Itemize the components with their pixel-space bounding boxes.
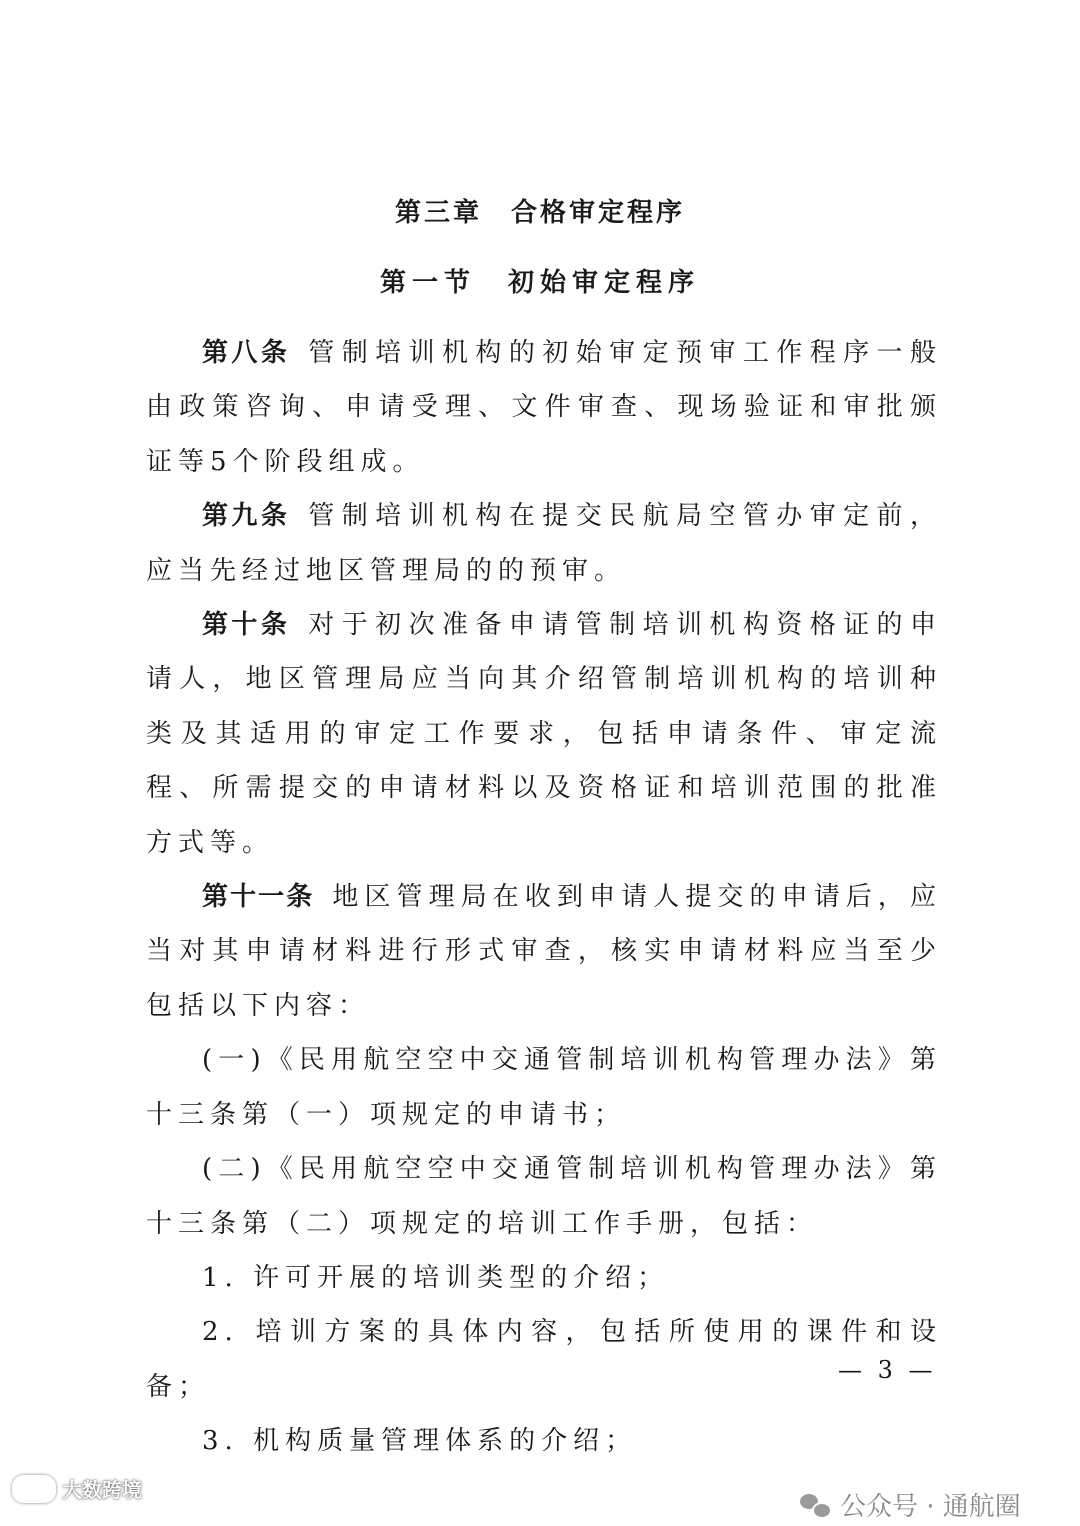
watermark-left-text: 大数跨境 (62, 1478, 142, 1502)
list-item: (一)《民用航空空中交通管制培训机构管理办法》第十三条第（一）项规定的申请书； (146, 1045, 942, 1130)
article-text: 地区管理局在收到申请人提交的申请后，应当对其申请材料进行形式审查，核实申请材料应当至少包括以下内容： (146, 882, 942, 1021)
watermark-right-text: 公众号 · 通航圈 (840, 1492, 1021, 1522)
section-title: 第一节 初始审定程序 (379, 268, 700, 298)
article-text: 管制培训机构在提交民航局空管办审定前，应当先经过地区管理局的的预审。 (146, 501, 942, 586)
article-11 (146, 870, 942, 1033)
watermark-right (800, 1486, 1021, 1523)
article-9 (146, 489, 942, 598)
article-number: 第十条 (202, 610, 291, 641)
article-10 (146, 598, 942, 870)
watermark-left (12, 1474, 142, 1503)
article-text: 对于初次准备申请管制培训机构资格证的申请人，地区管理局应当向其介绍管制培训机构的培训种类及其适用的审定工作要求，包括申请条件、审定流程、所需提交的申请材料以及资格证和培训范围的批准方式等。 (146, 610, 942, 858)
list-item: (二)《民用航空空中交通管制培训机构管理办法》第十三条第（二）项规定的培训工作手册，包括： (146, 1154, 942, 1239)
wechat-icon (800, 1492, 830, 1518)
article-number: 第九条 (202, 501, 291, 532)
chapter-title: 第三章 合格审定程序 (394, 198, 685, 228)
article-text: 管制培训机构的初始审定预审工作程序一般由政策咨询、申请受理、文件审查、现场验证和审批颁证等5个阶段组成。 (146, 338, 942, 477)
logo-icon (12, 1475, 56, 1503)
page-number: — 3 — (838, 1356, 937, 1384)
list-item: 2. 培训方案的具体内容，包括所使用的课件和设备； (146, 1317, 942, 1402)
article-number: 第八条 (202, 338, 291, 368)
body-text (146, 326, 942, 1469)
article-8 (146, 326, 942, 489)
article-number: 第十一条 (202, 882, 315, 913)
list-item: 3. 机构质量管理体系的介绍； (202, 1426, 638, 1457)
list-item: 1. 许可开展的培训类型的介绍； (202, 1262, 670, 1293)
